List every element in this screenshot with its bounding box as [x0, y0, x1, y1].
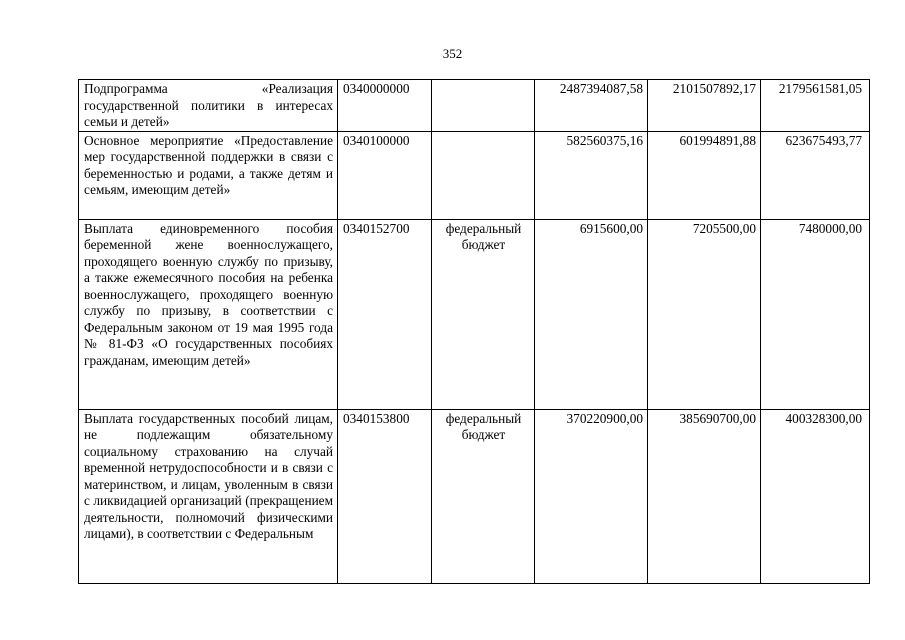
row-year2-cell: 7205500,00	[648, 219, 761, 409]
table-row	[79, 219, 870, 409]
row-year2-cell: 385690700,00	[648, 409, 761, 583]
budget-table	[78, 79, 870, 584]
row-year3-cell: 2179561581,05	[761, 80, 870, 132]
row-year3-cell: 623675493,77	[761, 131, 870, 219]
row-code-cell: 0340152700	[338, 219, 432, 409]
row-source-cell	[432, 80, 535, 132]
row-year1-cell: 6915600,00	[535, 219, 648, 409]
row-name-cell: Подпрограмма «Реализация государственной политики в интересах семьи и детей»	[79, 80, 338, 132]
table-row	[79, 131, 870, 219]
row-year1-cell: 582560375,16	[535, 131, 648, 219]
row-year3-cell: 400328300,00	[761, 409, 870, 583]
row-name-cell: Выплата единовременного пособия беременной жене военнослужащего, проходящего военную службу по призыву, а также ежемесячного пособия на ребенка военнослужащего, проходящего военную службу по призыву, в соответствии с Федеральным законом от 19 мая 1995 года № 81-ФЗ «О государственных пособиях гражданам, имеющим детей»	[79, 219, 338, 409]
row-year2-cell: 601994891,88	[648, 131, 761, 219]
table-row	[79, 80, 870, 132]
table-row	[79, 409, 870, 583]
row-source-cell	[432, 131, 535, 219]
row-code-cell: 0340153800	[338, 409, 432, 583]
row-year2-cell: 2101507892,17	[648, 80, 761, 132]
row-code-cell: 0340000000	[338, 80, 432, 132]
row-code-cell: 0340100000	[338, 131, 432, 219]
row-source-cell: федеральный бюджет	[432, 409, 535, 583]
row-year3-cell: 7480000,00	[761, 219, 870, 409]
row-year1-cell: 2487394087,58	[535, 80, 648, 132]
page-number: 352	[442, 46, 463, 61]
row-source-cell: федеральный бюджет	[432, 219, 535, 409]
row-name-cell: Выплата государственных пособий лицам, не подлежащим обязательному социальному страхованию на случай временной нетрудоспособности и в связи с материнством, и лицам, уволенным в связи с ликвидацией организаций (прекращением деятельности, полномочий физическими лицами), в соответствии с Федеральным	[79, 409, 338, 583]
row-year1-cell: 370220900,00	[535, 409, 648, 583]
row-name-cell: Основное мероприятие «Предоставление мер государственной поддержки в связи с беременностью и родами, а также детям и семьям, имеющим детей»	[79, 131, 338, 219]
